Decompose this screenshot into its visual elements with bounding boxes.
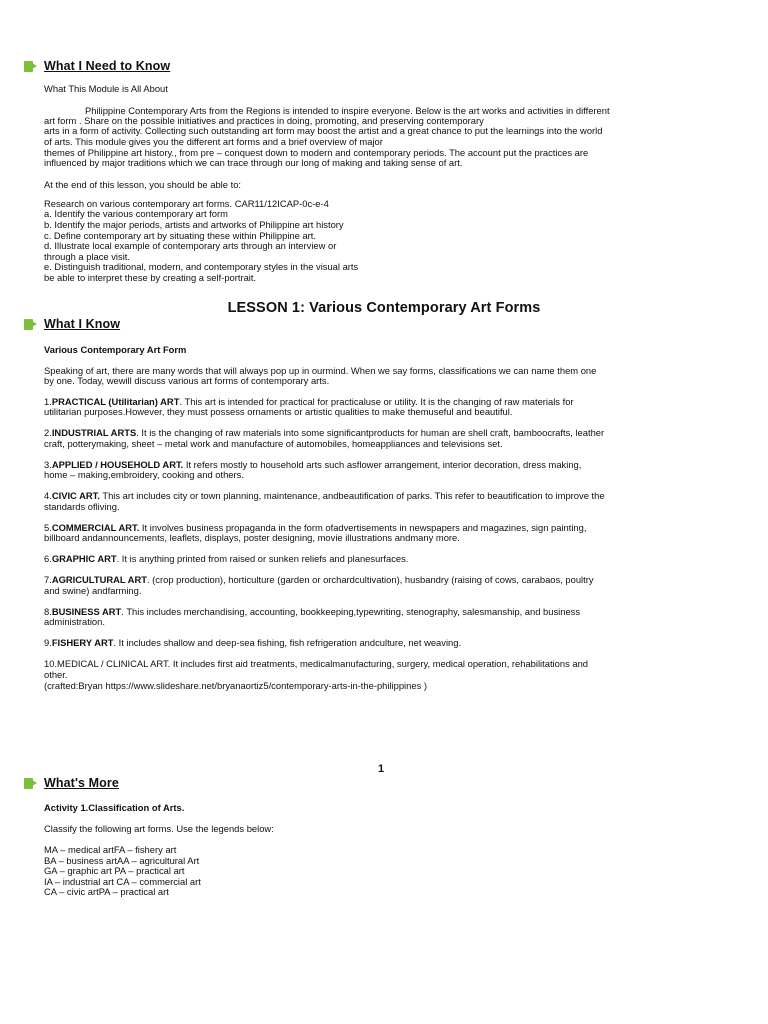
activity-title: Activity 1.Classification of Arts. xyxy=(44,802,185,813)
item-text: . This art is intended for practical for practicaluse or utility. It is the changing of raw materials for xyxy=(179,396,574,407)
item-text: . (crop production), horticulture (garden or orchardcultivation), husbandry (raising of cows, carabaos, poultry xyxy=(146,574,594,585)
paragraph-line: arts in a form of activity. Collecting such outstanding art form may boost the artist and a great chance to put the learnings into the world xyxy=(44,125,603,136)
section-header-whats-more xyxy=(24,775,119,791)
item-text: standards ofliving. xyxy=(44,501,120,512)
paragraph-line: art form . Share on the possible initiatives and practices in doing, promoting, and preserving contemporary xyxy=(44,115,484,126)
item-text: craft, potterymaking, sheet – metal work and manufacture of automobiles, homeappliances and televisions set. xyxy=(44,438,503,449)
item-text: . It includes shallow and deep-sea fishing, fish refrigeration andculture, net weaving. xyxy=(113,637,462,648)
item-number: 7. xyxy=(44,574,52,585)
item-text: billboard andannouncements, leaflets, displays, poster designing, movie illustrations andmany more. xyxy=(44,532,460,543)
green-bullet-icon xyxy=(24,319,33,330)
legend-item: GA – graphic art PA – practical art xyxy=(44,865,185,876)
legend-item: BA – business artAA – agricultural Art xyxy=(44,855,200,866)
item-number: 8. xyxy=(44,606,52,617)
green-bullet-icon xyxy=(24,61,33,72)
subsection-title: Various Contemporary Art Form xyxy=(44,344,187,355)
section-title: What I Know xyxy=(44,317,121,331)
legend-item: MA – medical artFA – fishery art xyxy=(44,844,177,855)
objective-item: b. Identify the major periods, artists and artworks of Philippine art history xyxy=(44,219,344,230)
item-text: . It is anything printed from raised or sunken reliefs and planesurfaces. xyxy=(116,553,409,564)
item-name: PRACTICAL (Utilitarian) ART xyxy=(51,396,180,407)
lesson-title: LESSON 1: Various Contemporary Art Forms xyxy=(227,300,541,316)
item-text: It involves business propaganda in the form ofadvertisements in newspapers and magazines, sign painting, xyxy=(139,522,587,533)
item-text: It refers mostly to household arts such asflower arrangement, interior decoration, dress making, xyxy=(183,459,582,470)
item-text: other. xyxy=(44,669,68,680)
objective-item: c. Define contemporary art by situating these within Philippine art. xyxy=(44,230,317,241)
item-number: 1. xyxy=(44,396,52,407)
item-number: 6. xyxy=(44,553,52,564)
paragraph-line: themes of Philippine art history., from pre – conquest down to modern and contemporary periods. The account put the practices are xyxy=(44,147,589,158)
section-header-need-to-know xyxy=(24,58,170,74)
item-name: APPLIED / HOUSEHOLD ART. xyxy=(51,459,184,470)
item-name: FISHERY ART xyxy=(51,637,114,648)
item-text: . This includes merchandising, accounting, bookkeeping,typewriting, stenography, salesmanship, and business xyxy=(121,606,581,617)
paragraph-line: influenced by major traditions which we can trace through our long of making and taking sense of art. xyxy=(44,157,463,168)
paragraph-line: Philippine Contemporary Arts from the Regions is intended to inspire everyone. Below is the art works and activities in different xyxy=(85,105,610,116)
legend-item: IA – industrial art CA – commercial art xyxy=(44,876,201,887)
item-name: BUSINESS ART xyxy=(51,606,122,617)
objective-item: Research on various contemporary art forms. CAR11/12ICAP-0c-e-4 xyxy=(44,198,329,209)
objective-item: through a place visit. xyxy=(44,251,130,262)
section-header-what-i-know xyxy=(24,316,120,332)
module-title: What This Module is All About xyxy=(44,83,168,94)
item-name: INDUSTRIAL ARTS xyxy=(51,427,137,438)
paragraph-line: of arts. This module gives you the different art forms and a brief overview of major xyxy=(44,136,383,147)
objective-item: a. Identify the various contemporary art form xyxy=(44,208,228,219)
paragraph-line: by one. Today, wewill discuss various art forms of contemporary arts. xyxy=(44,375,330,386)
activity-instruction: Classify the following art forms. Use the legends below: xyxy=(44,823,274,834)
page-number: 1 xyxy=(378,763,385,775)
item-number: 4. xyxy=(44,490,52,501)
item-number: 9. xyxy=(44,637,52,648)
citation: (crafted:Bryan https://www.slideshare.net/bryanaortiz5/contemporary-arts-in-the-philippines ) xyxy=(44,680,427,691)
item-number: 3. xyxy=(44,459,52,470)
item-text: This art includes city or town planning, maintenance, andbeautification of parks. This refer to beautification to improve the xyxy=(99,490,605,501)
item-text: . It is the changing of raw materials into some significantproducts for human are shell craft, bamboocrafts, leather xyxy=(136,427,605,438)
item-name: CIVIC ART. xyxy=(51,490,100,501)
paragraph-line: Speaking of art, there are many words that will always pop up in ourmind. When we say forms, classifications we can name them one xyxy=(44,365,597,376)
item-text: 10.MEDICAL / CLINICAL ART. It includes first aid treatments, medicalmanufacturing, surgery, medical operation, rehabilitations and xyxy=(44,658,588,669)
item-text: utilitarian purposes.However, they must possess ornaments or artistic qualities to make themuseful and beautiful. xyxy=(44,406,513,417)
green-bullet-icon xyxy=(24,778,33,789)
objective-item: d. Illustrate local example of contemporary arts through an interview or xyxy=(44,240,337,251)
objective-item: e. Distinguish traditional, modern, and contemporary styles in the visual arts xyxy=(44,261,359,272)
item-number: 2. xyxy=(44,427,52,438)
item-text: home – making,embroidery, cooking and others. xyxy=(44,469,244,480)
item-number: 5. xyxy=(44,522,52,533)
item-text: and swine) andfarming. xyxy=(44,585,142,596)
objective-item: be able to interpret these by creating a self-portrait. xyxy=(44,272,257,283)
item-name: GRAPHIC ART xyxy=(51,553,117,564)
item-name: AGRICULTURAL ART xyxy=(51,574,147,585)
section-title: What I Need to Know xyxy=(44,59,171,73)
objectives-intro: At the end of this lesson, you should be able to: xyxy=(44,179,242,190)
section-title: What's More xyxy=(44,776,119,790)
item-text: administration. xyxy=(44,616,105,627)
legend-item: CA – civic artPA – practical art xyxy=(44,886,169,897)
item-name: COMMERCIAL ART. xyxy=(51,522,140,533)
